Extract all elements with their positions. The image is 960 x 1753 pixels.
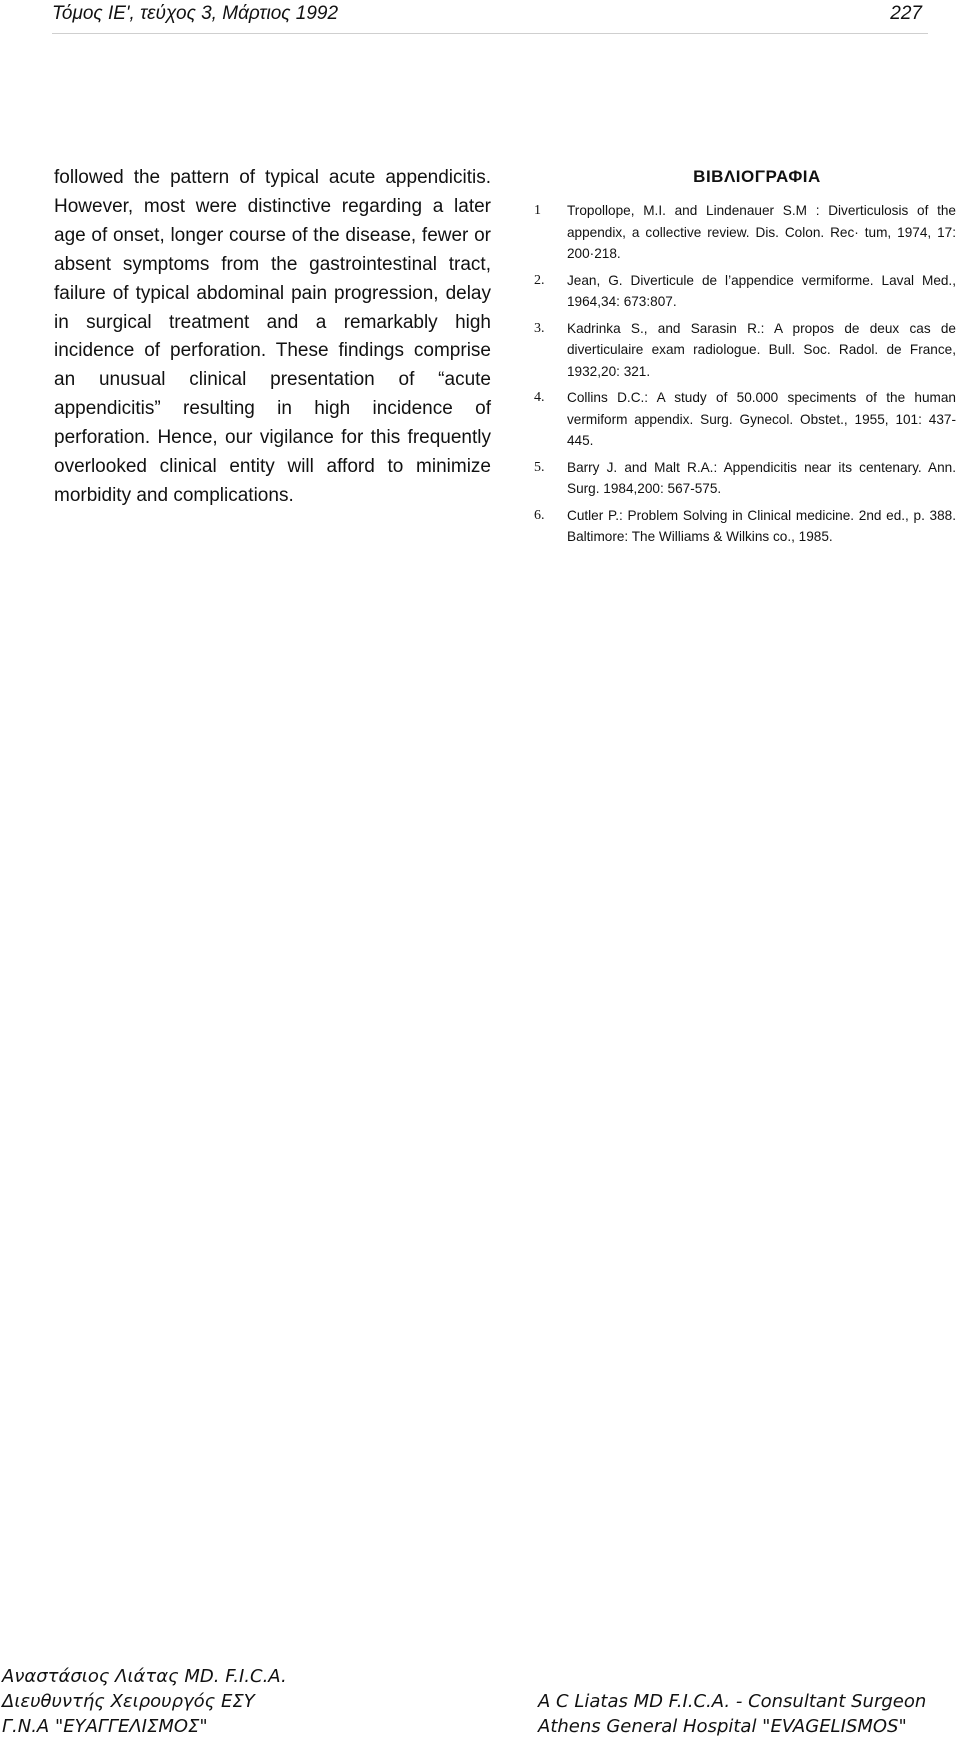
running-title: Τόμος ΙΕ', τεύχος 3, Μάρτιος 1992: [52, 3, 339, 24]
reference-text: Kadrinka S., and Sarasin R.: A propos de deux cas de diverticulaire exam radiologue. Bull. Soc. Radol. de France, 1932,20: 321.: [567, 320, 956, 379]
author-title-greek: Διευθυντής Χειρουργός ΕΣΥ: [2, 1691, 255, 1712]
author-name-english: A C Liatas MD F.I.C.A. - Consultant Surgeon: [538, 1691, 927, 1712]
author-name-greek: Αναστάσιος Λιάτας MD. F.I.C.A.: [2, 1666, 287, 1687]
reference-number: 5.: [534, 459, 545, 475]
reference-number: 6.: [534, 507, 545, 523]
reference-text: Barry J. and Malt R.A.: Appendicitis near its centenary. Ann. Surg. 1984,200: 567-575.: [567, 459, 956, 496]
reference-text: Collins D.C.: A study of 50.000 speciments of the human vermiform appendix. Surg. Gynecol. Obstet., 1955, 101: 437-445.: [567, 390, 956, 448]
references-list: [532, 200, 956, 548]
body-paragraph: followed the pattern of typical acute appendicitis. However, most were distinctive regarding a later age of onset, longer course of the disease, fewer or absent symptoms from the gastrointestinal tract, failure of typical abdominal pain progression, delay in surgical treatment and a remarkably high incidence of perforation. These findings comprise an unusual clinical presentation of “acute appendicitis” resulting in high incidence of perforation. Hence, our vigilance for this frequently overlooked clinical entity will afford to minimize morbidity and complications.: [54, 167, 491, 506]
page-header: [52, 0, 928, 34]
author-hospital-greek: Γ.Ν.Α "ΕΥΑΓΓΕΛΙΣΜΟΣ": [2, 1716, 208, 1737]
reference-text: Jean, G. Diverticule de l’appendice vermiforme. Laval Med., 1964,34: 673:807.: [567, 272, 956, 309]
author-signature-english: [538, 1689, 926, 1739]
reference-number: 4.: [534, 390, 545, 405]
page-number: 227: [890, 3, 922, 24]
reference-number: 2.: [534, 272, 545, 288]
reference-item: [532, 318, 956, 383]
reference-item: [532, 505, 956, 548]
reference-text: Tropollope, M.I. and Lindenauer S.M : Diverticulosis of the appendix, a collective review. Dis. Colon. Rec· tum, 1974, 17: 200·218.: [567, 203, 956, 261]
reference-text: Cutler P.: Problem Solving in Clinical medicine. 2nd ed., p. 388. Baltimore: The Williams & Wilkins co., 1985.: [567, 507, 956, 544]
author-hospital-english: Athens General Hospital "EVAGELISMOS": [538, 1716, 907, 1737]
reference-item: [532, 200, 956, 265]
references-title: ΒΙΒΛΙΟΓΡΑΦΙΑ: [693, 167, 821, 186]
reference-item: [532, 387, 956, 452]
author-signature-greek: [2, 1664, 287, 1739]
reference-item: [532, 457, 956, 500]
reference-item: [532, 270, 956, 313]
reference-number: 3.: [534, 320, 545, 336]
references-section: [532, 166, 956, 553]
reference-number: 1: [534, 203, 541, 218]
